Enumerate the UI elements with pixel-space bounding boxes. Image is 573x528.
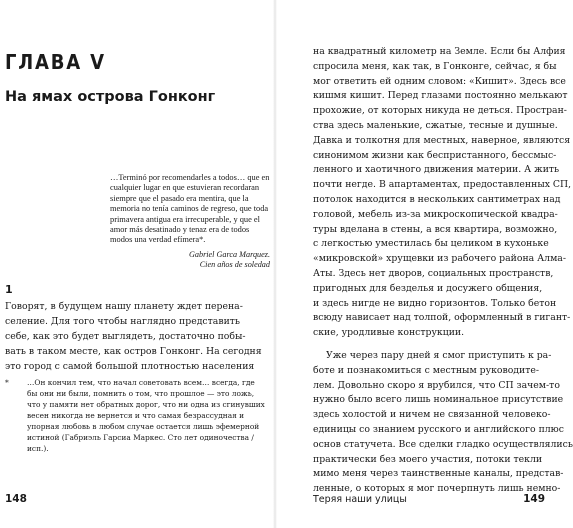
body-line: мимо меня через таинственные каналы, представ- xyxy=(313,468,564,480)
body-line: туры вделана в стены, а вся квартира, возможно, xyxy=(313,223,558,235)
body-line: потолок находится в нескольких сантиметрах над xyxy=(313,193,561,205)
body-line: пригодных для безделья и досужего общения, xyxy=(313,282,543,294)
epigraph-author: Gabriel Garca Marquez. xyxy=(188,249,270,259)
body-line: на квадратный километр на Земле. Если бы Алфия xyxy=(313,46,566,57)
page-number-left: 148 xyxy=(5,493,27,505)
body-line: ленного и хаотичного движения материи. А жить xyxy=(313,164,560,176)
body-line: себе, как это будет выглядеть, достаточно побы- xyxy=(5,331,246,342)
epigraph-work: Cien años de soledad xyxy=(199,259,270,269)
body-line: это город с самой большой плотностью населения xyxy=(5,361,255,372)
left-page xyxy=(0,0,275,528)
body-line: спросила меня, как так, в Гонконге, сейчас, я бы xyxy=(313,60,557,72)
chapter-title: На ямах острова Гонконг xyxy=(5,89,216,105)
body-line: боте и познакомиться с местным руководите- xyxy=(313,364,540,376)
body-line: Уже через пару дней я смог приступить к ра- xyxy=(326,349,552,361)
epigraph-source xyxy=(110,250,270,270)
footnote-text: …Он кончил тем, что начал советовать всем… всегда, где бы они ни были, помнить о том, что прошлое — это ложь, что у памяти нет обратных дорог, что ни одна из сгинувших весен никогда не вернется и что самая безрассудная и упорная любовь в любом случае остается лишь эфемерной истиной (Габриэль Гарсиа Маркес. Сто лет одиночества / исп.). xyxy=(27,378,265,453)
body-line: Говорят, в будущем нашу планету ждет перена- xyxy=(5,301,243,312)
body-line: кишмя кишит. Перед глазами постоянно мелькают xyxy=(313,90,568,102)
body-line: мог ответить ей одним словом: «Кишит». Здесь все xyxy=(313,75,566,87)
body-line: и здесь нигде не видно горизонтов. Только бетон xyxy=(313,297,557,309)
body-line: ские, уродливые конструкции. xyxy=(313,327,465,339)
body-line: головой, мебель из-за микроскопической квадра- xyxy=(313,208,558,220)
chapter-label: ГЛАВА V xyxy=(5,50,106,74)
epigraph xyxy=(110,173,270,270)
body-line: прохожие, от которых никуда не деться. Простран- xyxy=(313,105,567,117)
left-body-text xyxy=(5,299,267,374)
body-line: с легкостью уместилась бы целиком в кухоньке xyxy=(313,238,549,250)
right-page xyxy=(275,0,573,528)
epigraph-text: …Terminó por recomendarles a todos… que en cualquier lugar en que estuvieran recordaran siempre que el pasado era mentira, que la memoria no tenía caminos de regreso, que toda primavera antigua era irrecuperable, y que el amor más desatinado y tenaz era de todos modos una verdad efímera*. xyxy=(110,173,270,245)
footnote-mark: * xyxy=(5,378,9,387)
body-line: лем. Довольно скоро я врубился, что СП зачем-то xyxy=(313,379,560,391)
section-number: 1 xyxy=(5,283,13,296)
running-header: Теряя наши улицы xyxy=(313,494,407,505)
body-line: синонимом жизни как беспристанного, бессмыс- xyxy=(313,149,557,161)
body-line: ленные, о которых я мог почерпнуть лишь немно- xyxy=(313,483,561,495)
body-line: ства здесь маленькие, сжатые, тесные и душные. xyxy=(313,119,558,131)
body-line: всюду нависает над толпой, оформленный в гигант- xyxy=(313,312,571,324)
body-line: почти негде. В апартаментах, предоставленных СП, xyxy=(313,179,572,191)
right-body-text xyxy=(313,45,573,497)
body-line: основ статучета. Все сделки гладко осуществлялись xyxy=(313,438,573,450)
page-number-right: 149 xyxy=(523,493,545,505)
body-line: Аты. Здесь нет дворов, социальных пространств, xyxy=(313,267,554,279)
body-line: здесь холостой и ничем не связанной человеко- xyxy=(313,409,551,421)
body-line: практически без моего участия, потоки текли xyxy=(313,453,543,465)
body-line: единицы со знанием русского и английского плюс xyxy=(313,423,564,435)
body-line: селение. Для того чтобы наглядно представить xyxy=(5,316,240,327)
body-line: «микровской» хрущевки из рабочего района Алма- xyxy=(313,253,566,265)
body-line: вать в таком месте, как остров Гонконг. На сегодня xyxy=(5,346,262,357)
body-line: Давка и толкотня для местных, наверное, являются xyxy=(313,134,571,146)
body-line: нужно было всего лишь номинальное присутствие xyxy=(313,394,564,406)
